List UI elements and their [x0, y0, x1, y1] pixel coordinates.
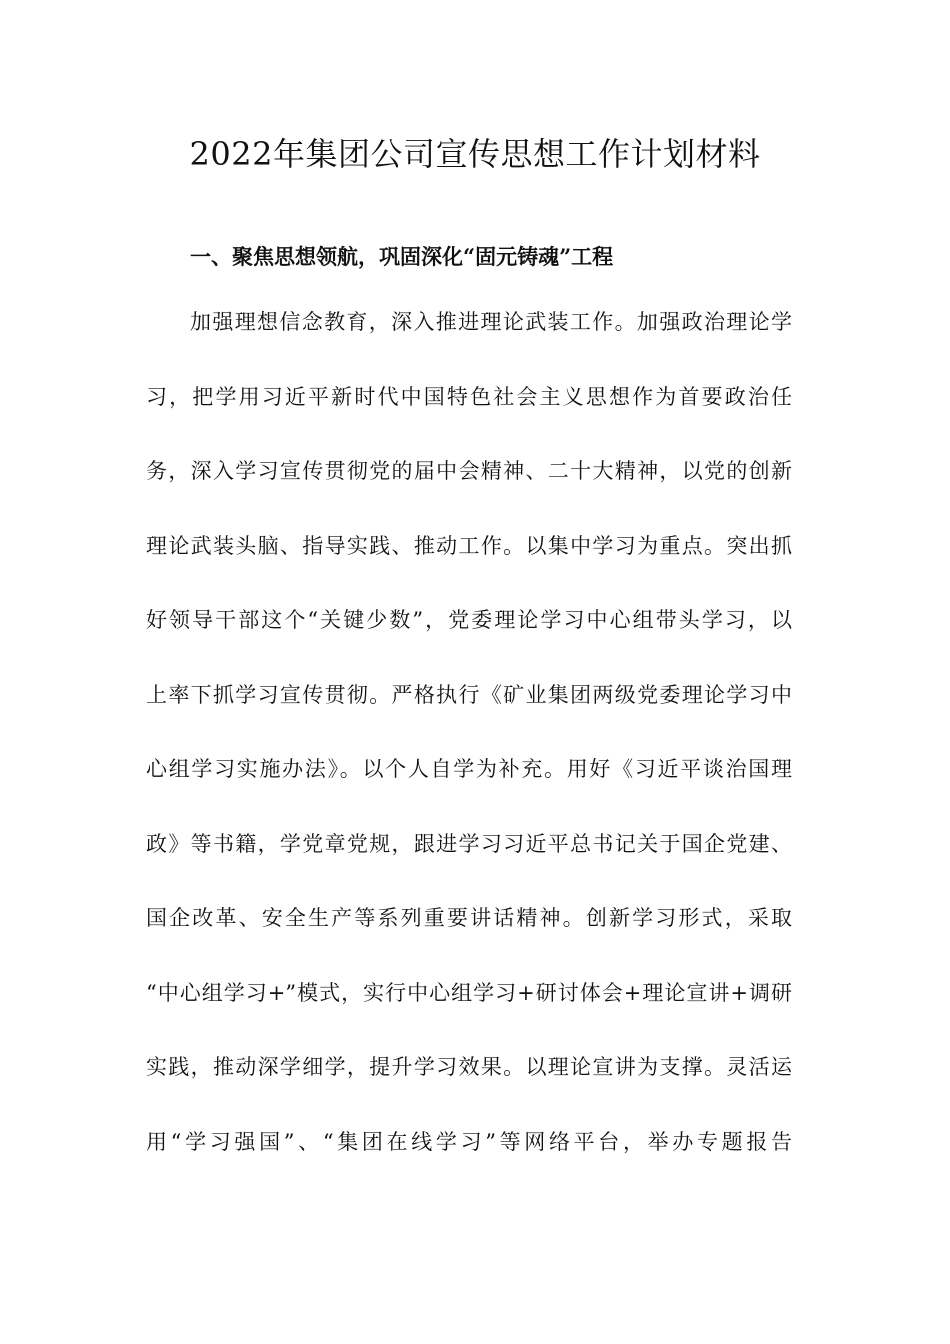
body-line: 上率下抓学习宣传贯彻。严格执行《矿业集团两级党委理论学习中 [146, 682, 792, 707]
body-line: 政》等书籍，学党章党规，跟进学习习近平总书记关于国企党建、 [146, 831, 792, 856]
body-paragraph [146, 302, 806, 1196]
body-line: 习，把学用习近平新时代中国特色社会主义思想作为首要政治任 [146, 384, 792, 409]
body-line: 好领导干部这个“关键少数”，党委理论学习中心组带头学习，以 [146, 608, 792, 632]
body-line: 国企改革、安全生产等系列重要讲话精神。创新学习形式，采取 [146, 906, 792, 930]
body-line: 加强理想信念教育，深入推进理论武装工作。加强政治理论学 [190, 310, 792, 334]
body-line: 理论武装头脑、指导实践、推动工作。以集中学习为重点。突出抓 [146, 533, 792, 558]
body-line: 用“学习强国”、“集团在线学习”等网络平台，举办专题报告 [146, 1129, 792, 1154]
body-line: 实践，推动深学细学，提升学习效果。以理论宣讲为支撑。灵活运 [146, 1055, 792, 1079]
body-line: 心组学习实施办法》。以个人自学为补充。用好《习近平谈治国理 [146, 757, 792, 781]
body-line: “中心组学习+”模式，实行中心组学习+研讨体会+理论宣讲+调研 [146, 980, 792, 1005]
document-title: 2022年集团公司宣传思想工作计划材料 [189, 135, 761, 173]
body-line: 务，深入学习宣传贯彻党的届中会精神、二十大精神，以党的创新 [146, 459, 792, 483]
section-heading: 一、聚焦思想领航，巩固深化“固元铸魂”工程 [190, 244, 614, 269]
